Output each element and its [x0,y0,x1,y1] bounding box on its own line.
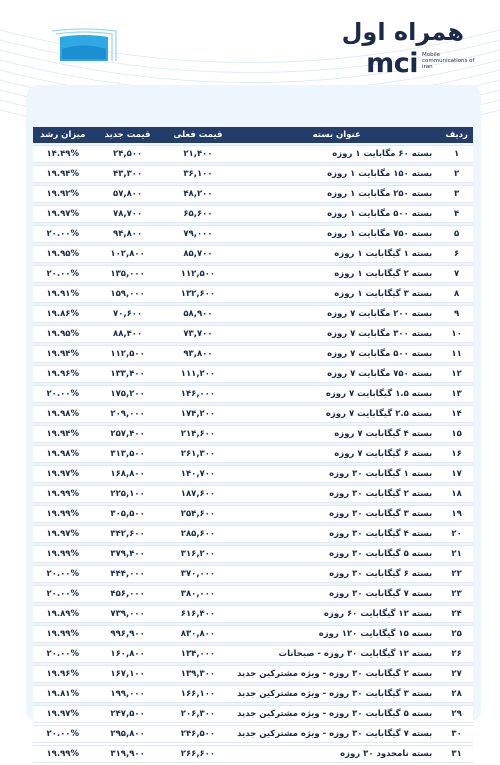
cell-new-price: ۱۰۲,۸۰۰ [92,245,162,263]
cell-package-title: بسته ۱.۵ گیگابایت ۷ روزه [233,385,440,403]
table-row [33,645,473,663]
cell-package-title: بسته ۲۰۰ مگابایت ۷ روزه [233,305,440,323]
table-row [33,605,473,623]
cell-growth-rate: ۱۹.۹۷% [33,465,92,483]
table-row [33,405,473,423]
cell-growth-rate: ۱۹.۹۹% [33,505,92,523]
cell-current-price: ۲۶۱,۳۰۰ [163,445,233,463]
table-row [33,225,473,243]
cell-growth-rate: ۲۰.۰۰% [33,645,92,663]
cell-growth-rate: ۱۹.۸۹% [33,605,92,623]
cell-growth-rate: ۱۹.۹۷% [33,705,92,723]
cell-row-number: ۱۲ [440,365,473,383]
cell-new-price: ۵۷,۸۰۰ [92,185,162,203]
cell-new-price: ۱۳۳,۴۰۰ [92,365,162,383]
cell-new-price: ۲۴۷,۵۰۰ [92,705,162,723]
cell-current-price: ۱۳۹,۳۰۰ [163,665,233,683]
cell-growth-rate: ۱۹.۹۸% [33,445,92,463]
cell-package-title: بسته ۲ گیگابایت ۳۰ روزه - ویژه مشترکین جدید [233,665,440,683]
cell-new-price: ۹۴,۸۰۰ [92,225,162,243]
cell-new-price: ۲۴,۵۰۰ [92,145,162,163]
cell-growth-rate: ۱۹.۸۶% [33,305,92,323]
cell-growth-rate: ۲۰.۰۰% [33,385,92,403]
cell-row-number: ۱۴ [440,405,473,423]
cell-package-title: بسته ۱ گیگابایت ۱ روزه [233,245,440,263]
cell-row-number: ۲۶ [440,645,473,663]
cell-current-price: ۲۴۶,۵۰۰ [163,725,233,743]
cell-row-number: ۱۷ [440,465,473,483]
cell-row-number: ۳۰ [440,725,473,743]
cell-new-price: ۳۴۲,۶۰۰ [92,525,162,543]
table-row [33,385,473,403]
cell-growth-rate: ۱۹.۹۹% [33,545,92,563]
header-new-price: قیمت جدید [92,127,162,143]
table-row [33,525,473,543]
cell-package-title: بسته ۵ گیگابایت ۳۰ روزه [233,545,440,563]
cell-package-title: بسته ۲۵۰ مگابایت ۱ روزه [233,185,440,203]
table-row [33,245,473,263]
brand-name-en: mci [366,48,418,79]
cell-row-number: ۱۳ [440,385,473,403]
cell-package-title: بسته ۶ گیگابایت ۷ روزه [233,445,440,463]
cell-current-price: ۱۳۲,۶۰۰ [163,285,233,303]
cell-new-price: ۱۷۵,۲۰۰ [92,385,162,403]
cell-row-number: ۲۸ [440,685,473,703]
table-row [33,325,473,343]
cell-package-title: بسته ۱۲ گیگابایت ۶۰ روزه [233,605,440,623]
cell-current-price: ۷۳,۷۰۰ [163,325,233,343]
cell-current-price: ۴۸,۲۰۰ [163,185,233,203]
cell-package-title: بسته ۲ گیگابایت ۳۰ روزه [233,485,440,503]
cell-new-price: ۲۰۹,۰۰۰ [92,405,162,423]
cell-row-number: ۶ [440,245,473,263]
table-row [33,665,473,683]
brand-name-fa: همراه اول [341,18,464,46]
cell-current-price: ۱۸۷,۶۰۰ [163,485,233,503]
cell-new-price: ۳۱۳,۵۰۰ [92,445,162,463]
cell-current-price: ۲۶۶,۶۰۰ [163,745,233,763]
cell-package-title: بسته ۳ گیگابایت ۳۰ روزه [233,505,440,523]
cell-current-price: ۱۴۰,۷۰۰ [163,465,233,483]
cell-new-price: ۱۳۵,۰۰۰ [92,265,162,283]
cell-growth-rate: ۱۹.۹۵% [33,245,92,263]
table-row [33,365,473,383]
cell-row-number: ۲۹ [440,705,473,723]
cell-current-price: ۶۵,۶۰۰ [163,205,233,223]
cell-growth-rate: ۱۹.۹۱% [33,285,92,303]
cell-new-price: ۲۵۷,۴۰۰ [92,425,162,443]
cell-row-number: ۲۵ [440,625,473,643]
brand-tagline: Mobile communications of iran [422,52,475,70]
cell-package-title: بسته ۷ گیگابایت ۳۰ روزه [233,585,440,603]
table-row [33,345,473,363]
cell-row-number: ۲۱ [440,545,473,563]
cell-growth-rate: ۱۹.۸۱% [33,685,92,703]
cell-package-title: بسته ۳ گیگابایت ۳۰ روزه - ویژه مشترکین جدید [233,685,440,703]
cell-growth-rate: ۲۰.۰۰% [33,265,92,283]
cell-package-title: بسته ۷۵۰ مگابایت ۱ روزه [233,225,440,243]
cell-growth-rate: ۱۹.۹۵% [33,325,92,343]
table-row [33,145,473,163]
brand-logo [341,18,475,79]
cell-new-price: ۷۳۹,۰۰۰ [92,605,162,623]
cell-row-number: ۱۰ [440,325,473,343]
cell-new-price: ۴۴۴,۰۰۰ [92,565,162,583]
cell-new-price: ۱۶۸,۸۰۰ [92,465,162,483]
table-row [33,545,473,563]
cell-current-price: ۶۱۶,۴۰۰ [163,605,233,623]
cell-growth-rate: ۲۰.۰۰% [33,725,92,743]
cell-new-price: ۴۳,۳۰۰ [92,165,162,183]
cell-current-price: ۳۱۶,۲۰۰ [163,545,233,563]
cell-growth-rate: ۱۹.۹۶% [33,665,92,683]
cell-new-price: ۳۷۹,۴۰۰ [92,545,162,563]
cell-row-number: ۲ [440,165,473,183]
cell-growth-rate: ۲۰.۰۰% [33,225,92,243]
cell-growth-rate: ۱۹.۹۷% [33,205,92,223]
cell-new-price: ۹۹۶,۹۰۰ [92,625,162,643]
cell-growth-rate: ۲۰.۰۰% [33,585,92,603]
cell-package-title: بسته ۴ گیگابایت ۳۰ روزه [233,525,440,543]
cell-row-number: ۱۶ [440,445,473,463]
cell-growth-rate: ۱۹.۹۴% [33,345,92,363]
table-row [33,725,473,743]
cell-current-price: ۲۵۴,۶۰۰ [163,505,233,523]
cell-growth-rate: ۱۹.۹۴% [33,165,92,183]
cell-new-price: ۴۵۶,۰۰۰ [92,585,162,603]
cell-current-price: ۸۵,۷۰۰ [163,245,233,263]
cell-new-price: ۸۸,۴۰۰ [92,325,162,343]
cell-row-number: ۳۱ [440,745,473,763]
cell-growth-rate: ۱۹.۹۴% [33,425,92,443]
table-body [33,145,473,763]
cell-package-title: بسته نامحدود ۳۰ روزه [233,745,440,763]
cell-new-price: ۷۸,۷۰۰ [92,205,162,223]
cell-row-number: ۱ [440,145,473,163]
cell-package-title: بسته ۳۰۰ مگابایت ۷ روزه [233,325,440,343]
cell-package-title: بسته ۷ گیگابایت ۳۰ روزه - ویژه مشترکین جدید [233,725,440,743]
cell-current-price: ۵۸,۹۰۰ [163,305,233,323]
cell-package-title: بسته ۱۵۰ مگابایت ۱ روزه [233,165,440,183]
cell-package-title: بسته ۶۰ مگابایت ۱ روزه [233,145,440,163]
cell-current-price: ۱۶۶,۱۰۰ [163,685,233,703]
cell-package-title: بسته ۲ گیگابایت ۱ روزه [233,265,440,283]
cell-row-number: ۱۸ [440,485,473,503]
tariff-table [33,125,473,765]
cell-current-price: ۲۱,۴۰۰ [163,145,233,163]
table-row [33,445,473,463]
table-row [33,205,473,223]
cell-package-title: بسته ۷۵۰ مگابایت ۷ روزه [233,365,440,383]
cell-package-title: بسته ۳ گیگابایت ۱ روزه [233,285,440,303]
cell-current-price: ۱۴۶,۰۰۰ [163,385,233,403]
header-growth-rate: میزان رشد [33,127,92,143]
cell-current-price: ۳۶,۱۰۰ [163,165,233,183]
cell-growth-rate: ۱۹.۹۲% [33,185,92,203]
header-package-title: عنوان بسته [233,127,440,143]
cell-current-price: ۷۹,۰۰۰ [163,225,233,243]
cell-package-title: بسته ۱ گیگابایت ۳۰ روزه [233,465,440,483]
table-row [33,485,473,503]
cell-row-number: ۲۰ [440,525,473,543]
cell-row-number: ۲۳ [440,585,473,603]
table-row [33,305,473,323]
cell-package-title: بسته ۲.۵ گیگابایت ۷ روزه [233,405,440,423]
cell-new-price: ۲۲۵,۱۰۰ [92,485,162,503]
cell-current-price: ۲۰۶,۳۰۰ [163,705,233,723]
cell-row-number: ۱۱ [440,345,473,363]
cell-row-number: ۹ [440,305,473,323]
table-row [33,285,473,303]
cell-row-number: ۲۷ [440,665,473,683]
cell-row-number: ۷ [440,265,473,283]
header-current-price: قیمت فعلی [163,127,233,143]
cell-growth-rate: ۱۴.۴۹% [33,145,92,163]
cell-package-title: بسته ۶ گیگابایت ۳۰ روزه [233,565,440,583]
cell-current-price: ۲۸۵,۶۰۰ [163,525,233,543]
cell-package-title: بسته ۱۵ گیگابایت ۱۲۰ روزه [233,625,440,643]
cell-package-title: بسته ۱۲ گیگابایت ۳۰ روزه - صبحانات [233,645,440,663]
table-row [33,625,473,643]
table-row [33,565,473,583]
table-header-row [33,127,473,143]
cell-row-number: ۸ [440,285,473,303]
cell-row-number: ۱۵ [440,425,473,443]
cell-growth-rate: ۱۹.۹۹% [33,485,92,503]
cell-new-price: ۲۹۵,۸۰۰ [92,725,162,743]
cell-current-price: ۱۱۲,۵۰۰ [163,265,233,283]
cell-growth-rate: ۱۹.۹۷% [33,525,92,543]
cell-current-price: ۳۸۰,۰۰۰ [163,585,233,603]
cell-package-title: بسته ۵۰۰ مگابایت ۷ روزه [233,345,440,363]
table-row [33,165,473,183]
cell-new-price: ۳۱۹,۹۰۰ [92,745,162,763]
cell-current-price: ۱۳۴,۰۰۰ [163,645,233,663]
cell-current-price: ۸۳۰,۸۰۰ [163,625,233,643]
table-row [33,425,473,443]
table-row [33,745,473,763]
table-row [33,265,473,283]
cell-growth-rate: ۱۹.۹۸% [33,405,92,423]
cell-current-price: ۹۳,۸۰۰ [163,345,233,363]
cell-new-price: ۱۱۲,۵۰۰ [92,345,162,363]
cell-row-number: ۲۲ [440,565,473,583]
cell-growth-rate: ۱۹.۹۶% [33,365,92,383]
cell-row-number: ۱۹ [440,505,473,523]
cell-row-number: ۴ [440,205,473,223]
cell-growth-rate: ۱۹.۹۹% [33,625,92,643]
header-row-number: ردیف [440,127,473,143]
cell-growth-rate: ۱۹.۹۹% [33,745,92,763]
cell-new-price: ۱۶۰,۸۰۰ [92,645,162,663]
cell-row-number: ۵ [440,225,473,243]
cell-new-price: ۷۰,۶۰۰ [92,305,162,323]
cell-new-price: ۱۶۷,۱۰۰ [92,665,162,683]
cell-row-number: ۳ [440,185,473,203]
table-row [33,185,473,203]
table-row [33,585,473,603]
table-row [33,685,473,703]
cell-new-price: ۳۰۵,۵۰۰ [92,505,162,523]
cell-row-number: ۲۴ [440,605,473,623]
cell-current-price: ۱۷۴,۲۰۰ [163,405,233,423]
cell-current-price: ۱۱۱,۲۰۰ [163,365,233,383]
cell-current-price: ۲۱۴,۶۰۰ [163,425,233,443]
cell-new-price: ۱۵۹,۰۰۰ [92,285,162,303]
table-row [33,705,473,723]
table-row [33,465,473,483]
cell-package-title: بسته ۴ گیگابایت ۷ روزه [233,425,440,443]
cell-package-title: بسته ۵۰۰ مگابایت ۱ روزه [233,205,440,223]
table-row [33,505,473,523]
cell-growth-rate: ۲۰.۰۰% [33,565,92,583]
mci-panel-logo-icon [48,27,120,67]
cell-current-price: ۳۷۰,۰۰۰ [163,565,233,583]
cell-package-title: بسته ۵ گیگابایت ۳۰ روزه - ویژه مشترکین جدید [233,705,440,723]
cell-new-price: ۱۹۹,۰۰۰ [92,685,162,703]
